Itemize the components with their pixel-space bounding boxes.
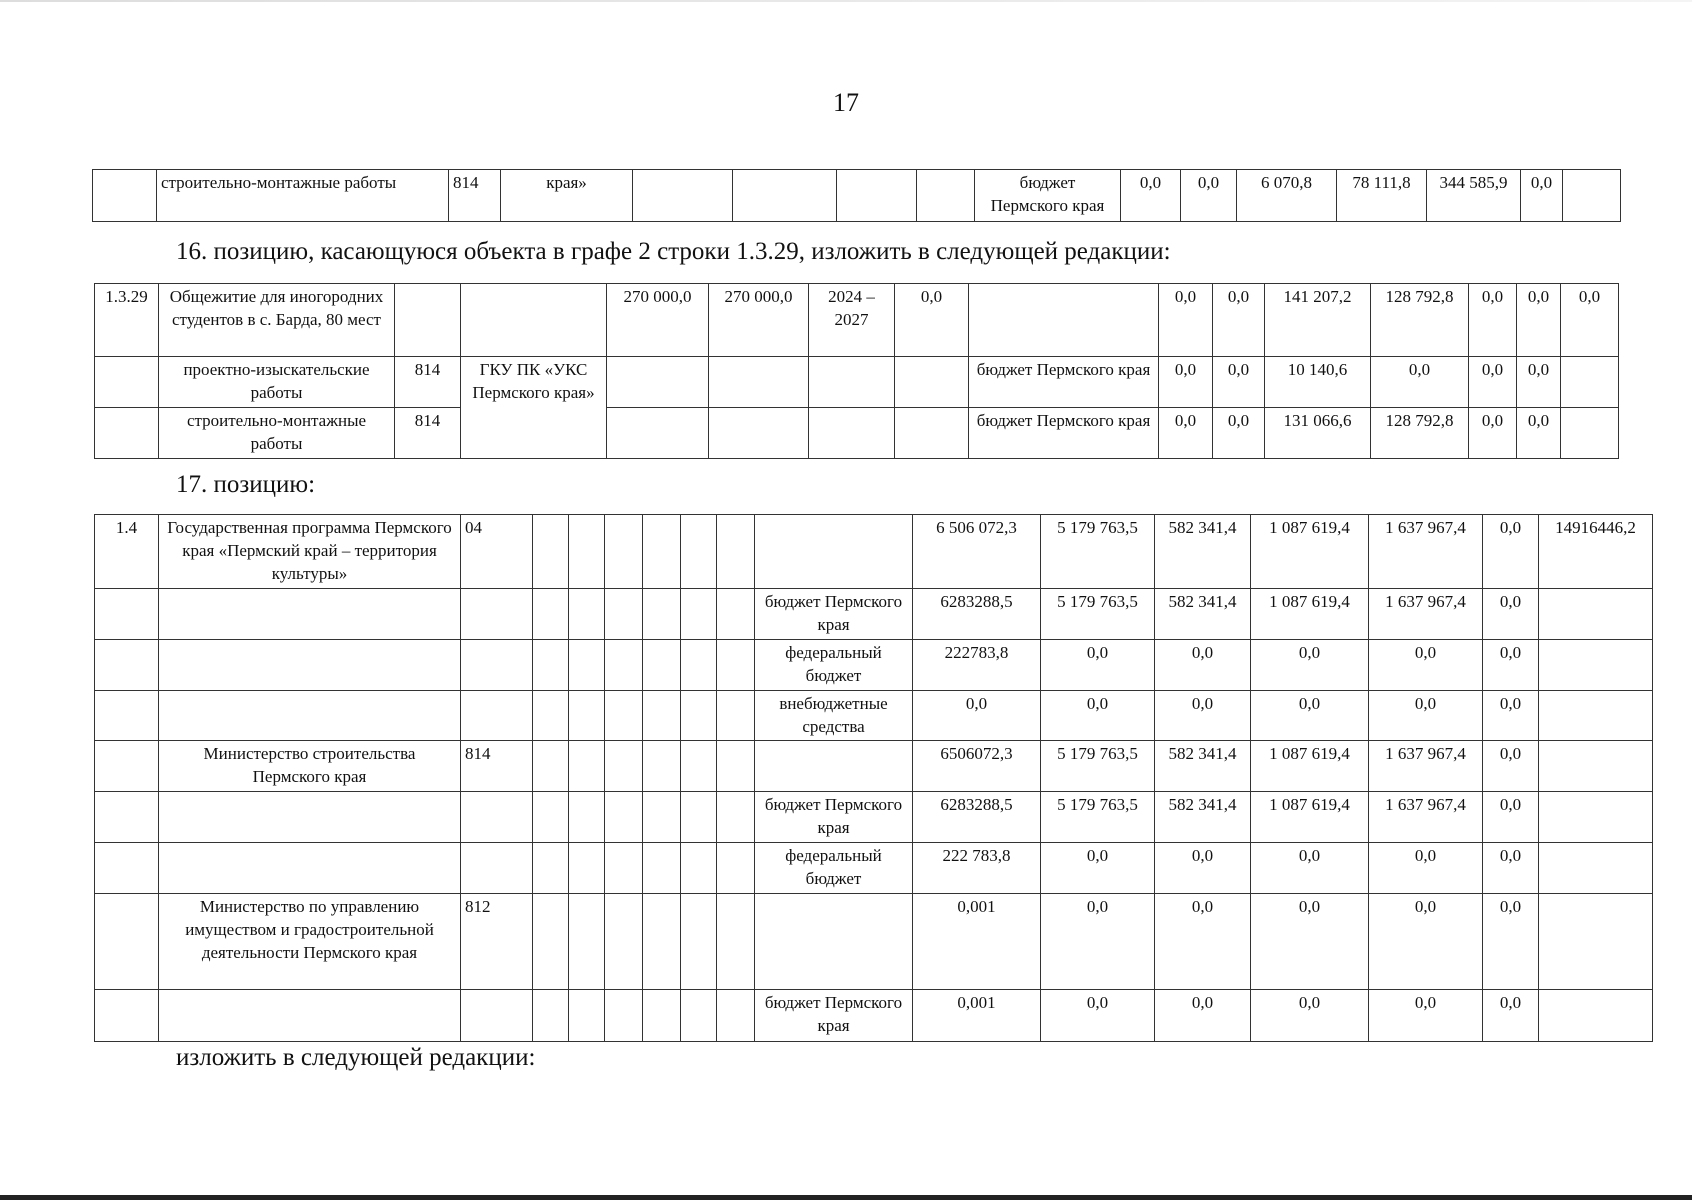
cell: 0,0 [1371,357,1469,408]
value-cell: 0,0 [1483,515,1539,589]
row-number [95,690,159,741]
cell: 128 792,8 [1371,407,1469,458]
blank-cell [717,639,755,690]
value-cell: 0,0 [1041,639,1155,690]
blank-cell [569,843,605,894]
blank-cell [681,894,717,990]
value-cell: 6506072,3 [913,741,1041,792]
table-1-4 [94,514,1653,1042]
cell: 0,0 [1213,407,1265,458]
paragraph-final: изложить в следующей редакции: [176,1044,536,1071]
blank-cell [717,741,755,792]
row-name: Министерство строительства Пермского края [159,741,461,792]
blank-cell [643,639,681,690]
cell [461,284,607,357]
row-number [95,843,159,894]
blank-cell [643,515,681,589]
cell [969,284,1159,357]
value-cell: 0,0 [1251,843,1369,894]
value-cell: 6283288,5 [913,588,1041,639]
value-cell [1539,843,1653,894]
value-cell: 5 179 763,5 [1041,588,1155,639]
blank-cell [681,990,717,1042]
row-code [461,990,533,1042]
table-row [95,515,1653,589]
blank-cell [569,588,605,639]
value-cell: 222783,8 [913,639,1041,690]
row-number [95,741,159,792]
scan-edge-bottom [0,1195,1692,1200]
blank-cell [533,741,569,792]
organization-cell: ГКУ ПК «УКС Пермского края» [461,357,607,459]
value-cell: 1 087 619,4 [1251,515,1369,589]
value-cell: 582 341,4 [1155,741,1251,792]
blank-cell [643,894,681,990]
blank-cell [569,990,605,1042]
cell: 2024 – 2027 [809,284,895,357]
row-code: 812 [461,894,533,990]
value-cell: 5 179 763,5 [1041,741,1155,792]
value-cell: 1 637 967,4 [1369,588,1483,639]
value-cell: 1 637 967,4 [1369,792,1483,843]
blank-cell [681,843,717,894]
row-name [159,843,461,894]
blank-cell [569,515,605,589]
row-number [95,639,159,690]
cell: бюджет Пермского края [975,170,1121,222]
table-row [95,588,1653,639]
cell: 814 [395,357,461,408]
value-cell: 0,0 [1483,792,1539,843]
blank-cell [533,639,569,690]
cell: 814 [395,407,461,458]
blank-cell [681,639,717,690]
row-name [159,792,461,843]
blank-cell [605,894,643,990]
row-name [159,588,461,639]
scan-edge [0,0,1692,2]
value-cell: 0,0 [1483,588,1539,639]
table-row [95,741,1653,792]
row-number [95,792,159,843]
cell: 131 066,6 [1265,407,1371,458]
table-row [95,792,1653,843]
value-cell [1539,990,1653,1042]
cell [809,357,895,408]
cell: 6 070,8 [1237,170,1337,222]
cell [95,357,159,408]
cell [607,407,709,458]
value-cell: 5 179 763,5 [1041,792,1155,843]
cell [1563,170,1621,222]
value-cell: 0,0 [1251,639,1369,690]
table-row [95,357,1619,408]
value-cell: 1 087 619,4 [1251,588,1369,639]
cell: 0,0 [895,284,969,357]
cell: 0,0 [1213,357,1265,408]
cell: 0,0 [1469,407,1517,458]
cell: 128 792,8 [1371,284,1469,357]
blank-cell [717,894,755,990]
blank-cell [681,515,717,589]
table-row [95,990,1653,1042]
row-code: 814 [461,741,533,792]
cell: края» [501,170,633,222]
value-cell [1539,588,1653,639]
table-1329 [94,283,1619,459]
row-name [159,639,461,690]
blank-cell [681,588,717,639]
cell [95,407,159,458]
value-cell: 0,001 [913,990,1041,1042]
cell [93,170,157,222]
value-cell: 0,0 [1155,843,1251,894]
funding-source: бюджет Пермского края [755,990,913,1042]
blank-cell [643,741,681,792]
funding-source: бюджет Пермского края [755,792,913,843]
cell: 0,0 [1121,170,1181,222]
blank-cell [533,515,569,589]
table-row [93,170,1621,222]
blank-cell [681,741,717,792]
row-code: 04 [461,515,533,589]
value-cell: 0,0 [1369,639,1483,690]
cell: 814 [449,170,501,222]
row-name [159,990,461,1042]
value-cell: 222 783,8 [913,843,1041,894]
value-cell: 0,0 [1369,843,1483,894]
blank-cell [605,990,643,1042]
row-number [95,894,159,990]
row-code [461,639,533,690]
funding-source: федеральный бюджет [755,639,913,690]
value-cell: 1 637 967,4 [1369,741,1483,792]
cell: 0,0 [1159,284,1213,357]
value-cell: 1 637 967,4 [1369,515,1483,589]
value-cell: 0,0 [1155,990,1251,1042]
paragraph-16: 16. позицию, касающуюся объекта в графе 2 строки 1.3.29, изложить в следующей редакции: [176,238,1171,265]
value-cell: 0,0 [1251,894,1369,990]
cell [733,170,837,222]
value-cell [1539,690,1653,741]
cell [1561,407,1619,458]
object-name: Общежитие для иногородних студентов в с. Барда, 80 мест [159,284,395,357]
value-cell: 0,001 [913,894,1041,990]
value-cell: 14916446,2 [1539,515,1653,589]
value-cell: 0,0 [1483,843,1539,894]
row-name [159,690,461,741]
blank-cell [605,741,643,792]
cell [809,407,895,458]
value-cell: 0,0 [1041,894,1155,990]
cell: 0,0 [1521,170,1563,222]
value-cell: 0,0 [1155,639,1251,690]
blank-cell [717,792,755,843]
value-cell: 582 341,4 [1155,588,1251,639]
cell: 0,0 [1517,284,1561,357]
blank-cell [605,792,643,843]
blank-cell [569,894,605,990]
cell: 0,0 [1469,284,1517,357]
cell: 141 207,2 [1265,284,1371,357]
cell [1561,357,1619,408]
value-cell: 0,0 [1483,690,1539,741]
funding-source [755,894,913,990]
blank-cell [717,990,755,1042]
cell: бюджет Пермского края [969,357,1159,408]
value-cell: 0,0 [1251,990,1369,1042]
cell [895,357,969,408]
blank-cell [643,990,681,1042]
funding-source: внебюджетные средства [755,690,913,741]
blank-cell [533,894,569,990]
funding-source: федеральный бюджет [755,843,913,894]
cell: строительно-монтажные работы [157,170,449,222]
row-name: Государственная программа Пермского края «Пермский край – территория культуры» [159,515,461,589]
blank-cell [533,843,569,894]
blank-cell [605,588,643,639]
value-cell: 0,0 [913,690,1041,741]
cell: 344 585,9 [1427,170,1521,222]
value-cell: 0,0 [1483,639,1539,690]
value-cell: 0,0 [1041,690,1155,741]
value-cell [1539,741,1653,792]
table-row [95,843,1653,894]
cell: 0,0 [1159,357,1213,408]
table-row [95,894,1653,990]
row-number: 1.3.29 [95,284,159,357]
blank-cell [717,515,755,589]
blank-cell [569,741,605,792]
value-cell: 582 341,4 [1155,515,1251,589]
value-cell: 0,0 [1251,690,1369,741]
table-row [95,284,1619,357]
cell: строительно-монтажные работы [159,407,395,458]
blank-cell [605,515,643,589]
cell [709,407,809,458]
value-cell: 0,0 [1369,690,1483,741]
cell [709,357,809,408]
cell: 0,0 [1159,407,1213,458]
table-top-continuation [92,169,1621,222]
cell: 0,0 [1213,284,1265,357]
blank-cell [605,843,643,894]
paragraph-17: 17. позицию: [176,471,316,498]
blank-cell [681,690,717,741]
value-cell: 1 087 619,4 [1251,741,1369,792]
cell [837,170,917,222]
value-cell: 0,0 [1041,990,1155,1042]
row-number: 1.4 [95,515,159,589]
blank-cell [533,690,569,741]
cell [895,407,969,458]
value-cell: 0,0 [1155,690,1251,741]
funding-source [755,515,913,589]
cell: 270 000,0 [709,284,809,357]
row-number [95,990,159,1042]
blank-cell [533,990,569,1042]
value-cell: 5 179 763,5 [1041,515,1155,589]
blank-cell [569,639,605,690]
cell: 270 000,0 [607,284,709,357]
cell [917,170,975,222]
blank-cell [681,792,717,843]
value-cell: 0,0 [1041,843,1155,894]
cell: 78 111,8 [1337,170,1427,222]
cell: бюджет Пермского края [969,407,1159,458]
value-cell [1539,639,1653,690]
value-cell: 0,0 [1369,894,1483,990]
cell: 0,0 [1469,357,1517,408]
row-code [461,843,533,894]
cell: 0,0 [1517,407,1561,458]
cell: 0,0 [1517,357,1561,408]
blank-cell [605,639,643,690]
funding-source: бюджет Пермского края [755,588,913,639]
row-code [461,690,533,741]
blank-cell [533,792,569,843]
blank-cell [569,792,605,843]
value-cell: 6283288,5 [913,792,1041,843]
value-cell: 582 341,4 [1155,792,1251,843]
page-number: 17 [833,88,859,117]
value-cell: 6 506 072,3 [913,515,1041,589]
blank-cell [643,588,681,639]
value-cell: 0,0 [1483,990,1539,1042]
blank-cell [717,588,755,639]
cell [395,284,461,357]
blank-cell [643,843,681,894]
funding-source [755,741,913,792]
blank-cell [643,792,681,843]
cell: 10 140,6 [1265,357,1371,408]
row-code [461,792,533,843]
value-cell [1539,792,1653,843]
cell: 0,0 [1561,284,1619,357]
row-number [95,588,159,639]
row-name: Министерство по управлению имуществом и градостроительной деятельности Пермского края [159,894,461,990]
cell [607,357,709,408]
value-cell: 0,0 [1155,894,1251,990]
cell: 0,0 [1181,170,1237,222]
table-row [95,407,1619,458]
blank-cell [643,690,681,741]
cell: проектно-изыскательские работы [159,357,395,408]
row-code [461,588,533,639]
blank-cell [569,690,605,741]
value-cell: 1 087 619,4 [1251,792,1369,843]
blank-cell [717,690,755,741]
blank-cell [717,843,755,894]
cell [633,170,733,222]
value-cell [1539,894,1653,990]
value-cell: 0,0 [1369,990,1483,1042]
value-cell: 0,0 [1483,894,1539,990]
value-cell: 0,0 [1483,741,1539,792]
table-row [95,639,1653,690]
table-row [95,690,1653,741]
blank-cell [533,588,569,639]
blank-cell [605,690,643,741]
